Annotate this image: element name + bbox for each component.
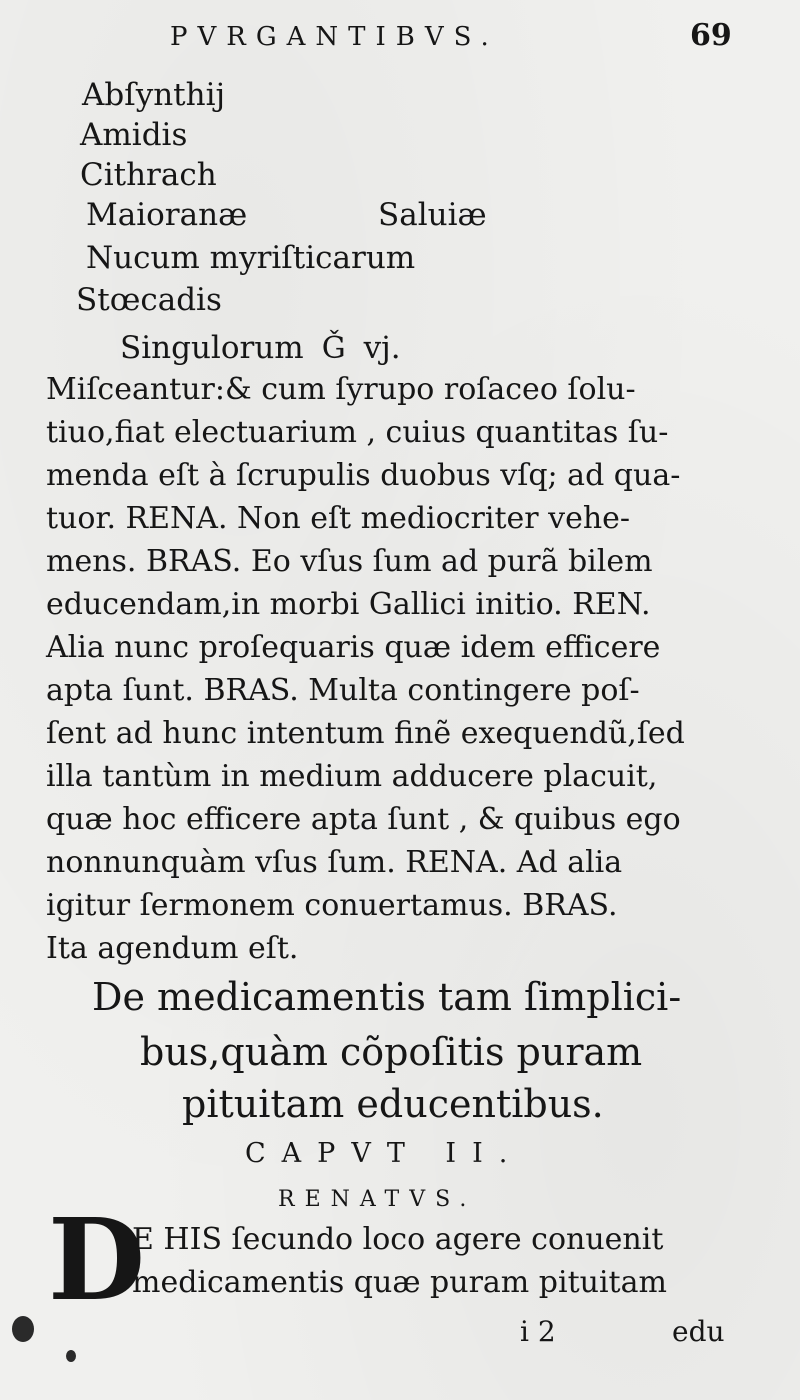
ingredient-5: Nucum myriſticarum (86, 240, 416, 276)
body-line: illa tantùm in medium adducere placuit, (46, 759, 658, 794)
chapter-heading-line-2: bus,quàm cõpoſitis puram (140, 1030, 643, 1074)
ingredient-1: Abſynthij (82, 77, 226, 113)
signature-mark: i 2 (520, 1315, 556, 1348)
body-line: mens. BRAS. Eo vſus ſum ad purã bilem (46, 544, 653, 579)
ink-blot (12, 1316, 34, 1342)
body-line: tuor. RENA. Non eſt mediocriter vehe- (46, 501, 631, 536)
body-line: Alia nunc proſequaris quæ idem efficere (46, 630, 661, 665)
ingredient-4: Maioranæ (86, 197, 248, 233)
drop-cap: D (48, 1195, 146, 1326)
chapter-heading-line-1: De medicamentis tam ſimplici- (92, 975, 682, 1019)
body-line: quæ hoc efficere apta ſunt , & quibus ego (46, 802, 681, 837)
catchword: edu (672, 1315, 725, 1348)
body-line: apta ſunt. BRAS. Multa contingere poſ- (46, 673, 640, 708)
body-line: tiuo,fiat electuarium , cuius quantitas ſu- (46, 415, 669, 450)
body-line: Miſceantur:& cum ſyrupo roſaceo ſolu- (46, 372, 636, 407)
speaker-name: RENATVS. (278, 1187, 477, 1212)
running-head: PVRGANTIBVS. (170, 22, 499, 52)
ingredient-2: Amidis (80, 117, 188, 153)
body-line: menda eſt à ſcrupulis duobus vſq; ad qua- (46, 458, 681, 493)
dose-amount: vj. (363, 330, 401, 366)
dose-line (120, 330, 401, 366)
body-line: E HIS ſecundo loco agere conuenit (132, 1222, 664, 1257)
body-line: medicamentis quæ puram pituitam (132, 1265, 667, 1300)
chapter-number: CAPVT II. (245, 1138, 524, 1169)
body-line: Ita agendum eſt. (46, 931, 299, 966)
ounce-symbol-icon: Ǧ (321, 331, 346, 366)
body-line: nonnunquàm vſus ſum. RENA. Ad alia (46, 845, 623, 880)
dose-text: Singulorum (120, 330, 304, 366)
body-line: ſent ad hunc intentum finẽ exequendũ,ſed (46, 716, 685, 751)
body-line: igitur ſermonem conuertamus. BRAS. (46, 888, 618, 923)
ink-blot (66, 1350, 76, 1362)
ingredient-right: Saluiæ (378, 197, 487, 233)
ingredient-6: Stœcadis (76, 282, 222, 318)
page-number: 69 (690, 18, 732, 53)
chapter-heading-line-3: pituitam educentibus. (182, 1082, 604, 1126)
ingredient-3: Cithrach (80, 157, 217, 193)
body-line: educendam,in morbi Gallici initio. REN. (46, 587, 651, 622)
